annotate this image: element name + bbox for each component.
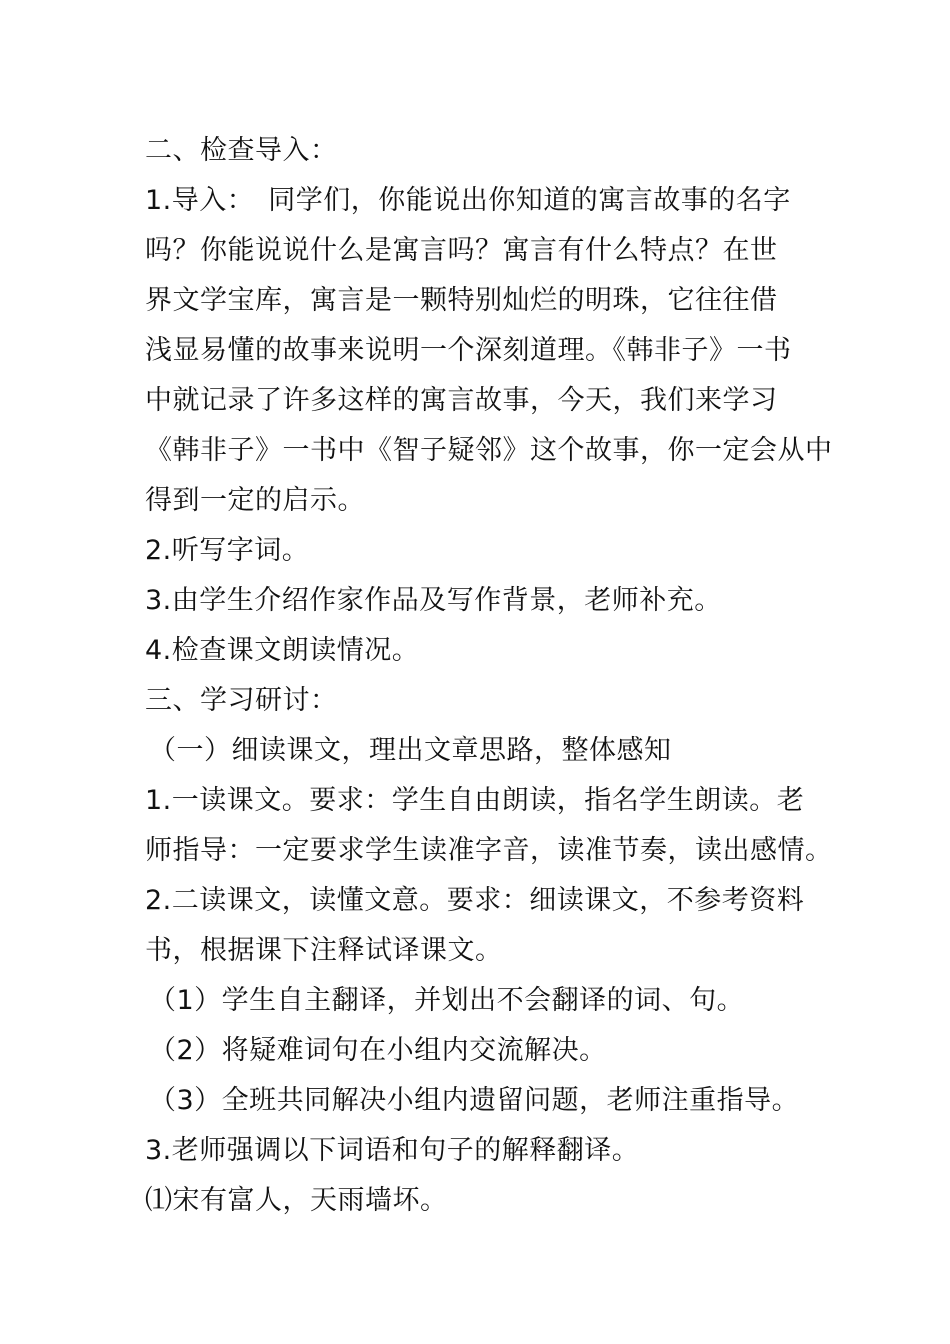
paragraph-line: 《韩非子》一书中《智子疑邻》这个故事，你一定会从中 bbox=[145, 435, 833, 466]
paragraph-line: 界文学宝库，寓言是一颗特别灿烂的明珠，它往往借 bbox=[145, 285, 778, 316]
paragraph-line: 师指导：一定要求学生读准字音，读准节奏，读出感情。 bbox=[145, 835, 833, 866]
paragraph-line: 得到一定的启示。 bbox=[145, 485, 365, 516]
list-item-reading-check: 4.检查课文朗读情况。 bbox=[145, 635, 420, 666]
paragraph-line: 浅显易懂的故事来说明一个深刻道理。《韩非子》一书 bbox=[145, 335, 792, 366]
subsection-heading: （一）细读课文，理出文章思路，整体感知 bbox=[149, 735, 672, 766]
paragraph-line: 1.导入： 同学们，你能说出你知道的寓言故事的名字 bbox=[145, 185, 791, 216]
list-item-step-1: （1）学生自主翻译，并划出不会翻译的词、句。 bbox=[149, 985, 745, 1016]
example-sentence: ⑴宋有富人，天雨墙坏。 bbox=[145, 1185, 448, 1216]
paragraph-line: 书，根据课下注释试译课文。 bbox=[145, 935, 503, 966]
list-item-step-2: （2）将疑难词句在小组内交流解决。 bbox=[149, 1035, 607, 1066]
document-body bbox=[145, 126, 833, 1226]
list-item-author-intro: 3.由学生介绍作家作品及写作背景，老师补充。 bbox=[145, 585, 722, 616]
section-heading-study: 三、学习研讨： bbox=[145, 685, 338, 716]
list-item-dictation: 2.听写字词。 bbox=[145, 535, 310, 566]
paragraph-line: 2.二读课文，读懂文意。要求：细读课文，不参考资料 bbox=[145, 885, 805, 916]
list-item-step-3: （3）全班共同解决小组内遗留问题，老师注重指导。 bbox=[149, 1085, 800, 1116]
paragraph-line: 3.老师强调以下词语和句子的解释翻译。 bbox=[145, 1135, 640, 1166]
paragraph-line: 中就记录了许多这样的寓言故事，今天，我们来学习 bbox=[145, 385, 778, 416]
paragraph-line: 吗？你能说说什么是寓言吗？寓言有什么特点？在世 bbox=[145, 235, 778, 266]
section-heading-check-intro: 二、检查导入： bbox=[145, 135, 338, 166]
paragraph-line: 1.一读课文。要求：学生自由朗读，指名学生朗读。老 bbox=[145, 785, 805, 816]
